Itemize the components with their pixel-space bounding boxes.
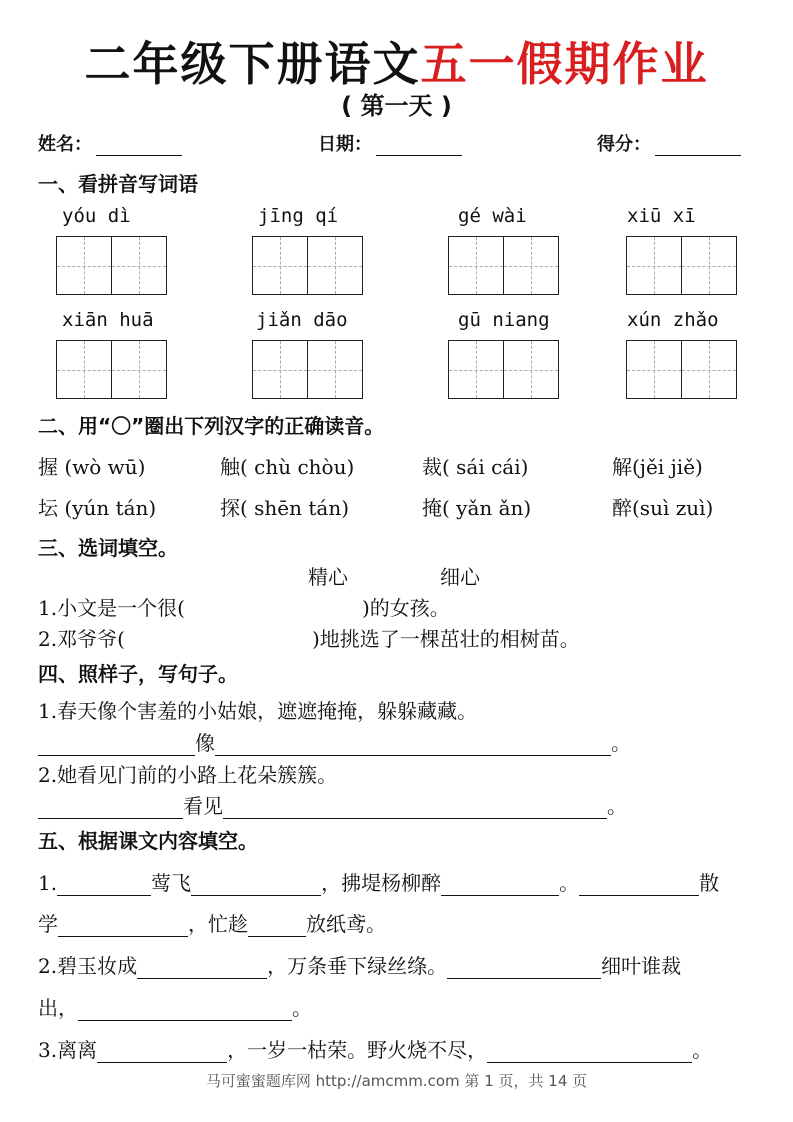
reading-option[interactable]: 探( shēn tán) [220,496,350,520]
reading-option[interactable]: 坛 (yún tán) [38,496,157,520]
writing-grid[interactable] [448,340,559,399]
writing-grid[interactable] [252,236,363,295]
section3-heading: 三、选词填空。 [38,536,178,560]
page-subtitle: ( 第一天 ) [341,92,452,120]
writing-grid[interactable] [448,236,559,295]
reading-option[interactable]: 醉(suì zuì) [612,496,714,520]
section4-heading: 四、照样子，写句子。 [38,662,238,686]
reading-option[interactable]: 解(jěi jiě) [612,455,703,479]
question-text: 2.邓爷爷( [38,627,125,651]
section5-heading: 五、根据课文内容填空。 [38,829,258,853]
word-choice: 精心 [308,565,348,589]
question-text: )地挑选了一棵茁壮的相树苗。 [312,627,580,651]
page-title-highlight: 五一假期作业 [420,37,709,91]
question-text: )的女孩。 [362,596,450,620]
writing-grid[interactable] [626,340,737,399]
name-blank[interactable] [96,137,182,156]
fill-line[interactable]: 学 ，忙趁 放纸鸢。 [38,912,386,936]
section2-heading: 二、用“〇”圈出下列汉字的正确读音。 [38,414,385,438]
writing-grid[interactable] [252,340,363,399]
pinyin-label: gé wài [458,205,527,227]
pinyin-label: jīng qí [258,205,339,227]
page-footer: 马可蜜蜜题库网 http://amcmm.com 第 1 页，共 14 页 [205,1072,588,1090]
page-title: 二年级下册语文五一假期作业 [84,37,709,91]
pinyin-label: xún zhǎo [627,309,719,331]
reading-option[interactable]: 裁( sái cái) [422,455,529,479]
fill-line[interactable]: 3.离离 ，一岁一枯荣。野火烧不尽， 。 [38,1038,713,1062]
question-text: 1.小文是一个很( [38,596,185,620]
word-choice: 细心 [440,565,480,589]
pinyin-label: xiū xī [627,205,696,227]
name-field: 姓名： [38,130,182,156]
pinyin-label: jiǎn dāo [256,309,348,331]
score-blank[interactable] [655,137,741,156]
reading-option[interactable]: 握 (wò wū) [38,455,146,479]
writing-grid[interactable] [56,340,167,399]
answer-line[interactable]: 看见 。 [38,790,627,819]
reading-option[interactable]: 掩( yǎn ǎn) [422,496,532,520]
fill-line[interactable]: 出， 。 [38,996,312,1020]
reading-option[interactable]: 触( chù chòu) [220,455,355,479]
answer-line[interactable]: 像 。 [38,727,631,756]
fill-line[interactable]: 2.碧玉妆成 ，万条垂下绿丝绦。 细叶谁裁 [38,954,682,978]
fill-line[interactable]: 1. 莺飞 ，拂堤杨柳醉 。 散 [38,871,720,895]
date-field: 日期： [318,130,462,156]
writing-grid[interactable] [56,236,167,295]
section1-heading: 一、看拼音写词语 [38,172,198,196]
writing-grid[interactable] [626,236,737,295]
pinyin-label: yóu dì [62,205,131,227]
example-sentence: 2.她看见门前的小路上花朵簇簇。 [38,763,338,787]
score-field: 得分： [597,130,741,156]
example-sentence: 1.春天像个害羞的小姑娘，遮遮掩掩，躲躲藏藏。 [38,699,478,723]
pinyin-label: xiān huā [62,309,154,331]
date-blank[interactable] [376,137,462,156]
pinyin-label: gū niang [458,309,550,331]
